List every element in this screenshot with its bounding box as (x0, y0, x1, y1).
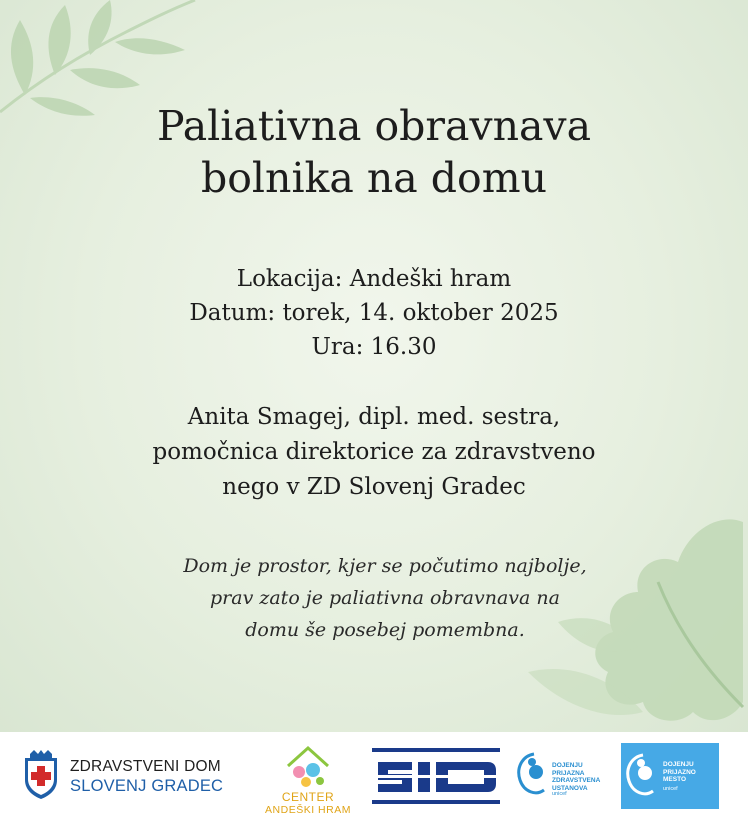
event-location: Lokacija: Andeški hram (236, 266, 512, 292)
breastfeeding-friendly-hospital-logo (514, 742, 608, 818)
speaker-line: pomočnica direktorice za zdravstveno (152, 439, 596, 465)
center-andeski-hram-logo (258, 740, 358, 822)
bfh-logo-text: DOJENJU PRIJAZNA ZDRAVSTVENA USTANOVA (552, 762, 601, 792)
speaker-line: nego v ZD Slovenj Gradec (222, 474, 526, 500)
zd-logo-line2: SLOVENJ GRADEC (70, 777, 224, 795)
bfc-unicef-text: unicef (663, 786, 678, 792)
quote-line: domu še posebej pomembna. (245, 619, 525, 641)
quote (0, 550, 748, 646)
family-house-icon (258, 740, 358, 790)
event-date: Datum: torek, 14. oktober 2025 (189, 300, 559, 326)
mother-child-icon (623, 751, 663, 801)
coat-of-arms-icon (22, 750, 60, 800)
speaker-line: Anita Smagej, dipl. med. sestra, (187, 404, 561, 430)
zd-slovenj-gradec-logo (22, 746, 262, 806)
quote-line: Dom je prostor, kjer se počutimo najbolje, (183, 555, 587, 577)
title-line: bolnika na domu (201, 154, 547, 202)
center-logo-line2: ANDEŠKI HRAM (265, 804, 351, 816)
sponsor-logos-footer (0, 732, 748, 826)
center-logo-line1: CENTER (281, 790, 335, 804)
zd-logo-line1: ZDRAVSTVENI DOM (70, 758, 221, 775)
speaker-info (0, 400, 748, 505)
event-details (0, 262, 748, 364)
breastfeeding-friendly-city-logo (621, 743, 719, 809)
event-title (0, 100, 748, 204)
event-time: Ura: 16.30 (311, 334, 437, 360)
bfc-logo-text: DOJENJU PRIJAZNO MESTO (663, 761, 696, 783)
mother-child-icon (514, 750, 554, 800)
siq-logo (372, 746, 500, 806)
quote-line: prav zato je paliativna obravnava na (210, 587, 560, 609)
bfh-unicef-text: unicef (552, 791, 567, 797)
title-line: Paliativna obravnava (156, 102, 592, 150)
